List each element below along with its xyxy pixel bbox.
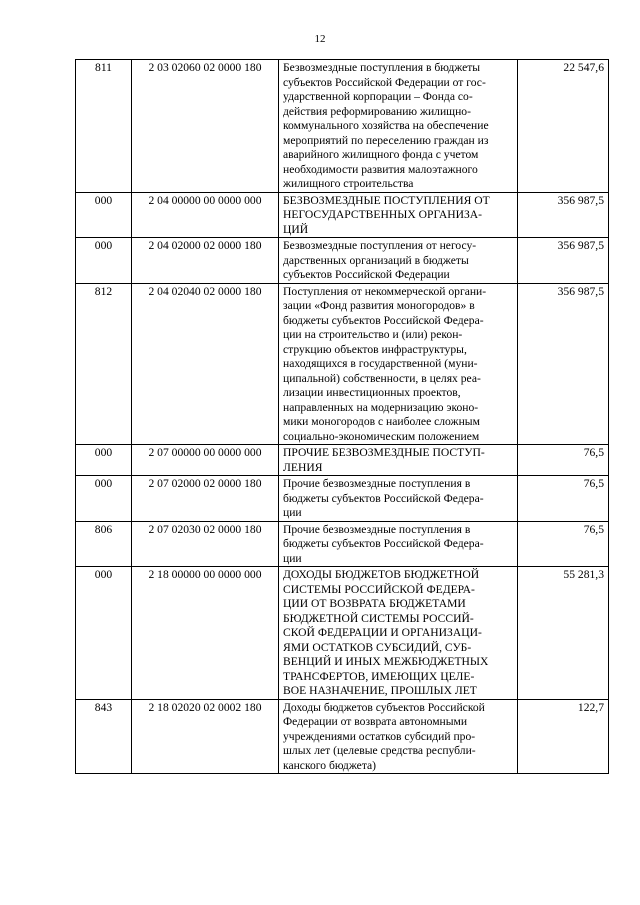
revenue-name-cell xyxy=(279,476,518,522)
revenue-name-line: бюджеты субъектов Российской Федера- xyxy=(283,537,484,550)
admin-code-cell: 811 xyxy=(76,60,132,193)
revenue-name-line: канского бюджета) xyxy=(283,758,377,772)
revenue-name-line: дарственных организаций в бюджеты xyxy=(283,253,469,267)
revenue-name-line: лизации инвестиционных проектов, xyxy=(283,386,461,399)
classification-code-cell: 2 03 02060 02 0000 180 xyxy=(132,60,279,193)
revenue-name-line: ции на строительство и (или) рекон- xyxy=(283,328,463,341)
revenue-name-line: ЦИЙ xyxy=(283,222,309,236)
amount-cell: 55 281,3 xyxy=(518,567,609,700)
classification-code-cell: 2 04 02000 02 0000 180 xyxy=(132,238,279,284)
revenue-name-line: струкцию объектов инфраструктуры, xyxy=(283,342,467,356)
revenue-name-line: ПРОЧИЕ БЕЗВОЗМЕЗДНЫЕ ПОСТУП- xyxy=(283,446,485,459)
revenue-name-line: бюджеты субъектов Российской Федера- xyxy=(283,313,484,327)
revenue-name-line: Доходы бюджетов субъектов Российской xyxy=(283,700,485,714)
revenue-name-line: учреждениями остатков субсидий про- xyxy=(283,729,476,743)
classification-code-cell: 2 18 00000 00 0000 000 xyxy=(132,567,279,700)
revenue-name-line: Прочие безвозмездные поступления в xyxy=(283,522,471,536)
admin-code-cell: 000 xyxy=(76,567,132,700)
revenue-name-line: ударственной корпорации – Фонда со- xyxy=(283,90,473,103)
classification-code-cell: 2 04 00000 00 0000 000 xyxy=(132,192,279,238)
revenue-name-line: ции xyxy=(283,506,302,519)
revenue-name-line: зации «Фонд развития моногородов» в xyxy=(283,299,475,312)
revenue-name-line: ЛЕНИЯ xyxy=(283,460,323,474)
admin-code-cell: 812 xyxy=(76,283,132,445)
revenue-name-line: Безвозмездные поступления от негосу- xyxy=(283,239,477,252)
revenue-name-cell xyxy=(279,567,518,700)
classification-code-cell: 2 04 02040 02 0000 180 xyxy=(132,283,279,445)
revenue-name-line: бюджеты субъектов Российской Федера- xyxy=(283,491,484,505)
revenue-name-cell xyxy=(279,283,518,445)
amount-cell: 356 987,5 xyxy=(518,238,609,284)
revenue-name-line: ДОХОДЫ БЮДЖЕТОВ БЮДЖЕТНОЙ xyxy=(283,568,480,581)
table-row xyxy=(76,699,609,774)
classification-code-cell: 2 18 02020 02 0002 180 xyxy=(132,699,279,774)
revenue-name-cell xyxy=(279,521,518,567)
budget-revenue-table xyxy=(75,59,609,774)
revenue-name-line: субъектов Российской Федерации xyxy=(283,268,450,281)
revenue-name-line: мероприятий по переселению граждан из xyxy=(283,133,489,147)
admin-code-cell: 000 xyxy=(76,476,132,522)
table-row xyxy=(76,445,609,476)
revenue-name-line: ЦИИ ОТ ВОЗВРАТА БЮДЖЕТАМИ xyxy=(283,597,466,610)
revenue-name-line: Безвозмездные поступления в бюджеты xyxy=(283,61,481,74)
table-body xyxy=(76,60,609,774)
revenue-name-line: необходимости развития малоэтажного xyxy=(283,162,478,176)
admin-code-cell: 843 xyxy=(76,699,132,774)
revenue-name-line: направленных на модернизацию эконо- xyxy=(283,400,479,414)
table-row xyxy=(76,521,609,567)
table-row xyxy=(76,192,609,238)
revenue-name-cell xyxy=(279,699,518,774)
revenue-name-line: Прочие безвозмездные поступления в xyxy=(283,477,471,490)
amount-cell: 356 987,5 xyxy=(518,192,609,238)
revenue-name-line: жилищного строительства xyxy=(283,177,414,190)
revenue-name-line: аварийного жилищного фонда с учетом xyxy=(283,148,479,161)
table-row xyxy=(76,567,609,700)
revenue-name-cell xyxy=(279,445,518,476)
page-number: 12 xyxy=(314,33,326,45)
table-row xyxy=(76,60,609,193)
revenue-name-line: СКОЙ ФЕДЕРАЦИИ И ОРГАНИЗАЦИ- xyxy=(283,626,482,639)
amount-cell: 122,7 xyxy=(518,699,609,774)
revenue-name-line: Федерации от возврата автономными xyxy=(283,715,468,728)
classification-code-cell: 2 07 00000 00 0000 000 xyxy=(132,445,279,476)
amount-cell: 356 987,5 xyxy=(518,283,609,445)
revenue-name-line: находящихся в государственной (муни- xyxy=(283,357,478,370)
admin-code-cell: 000 xyxy=(76,192,132,238)
revenue-name-line: ВЕНЦИЙ И ИНЫХ МЕЖБЮДЖЕТНЫХ xyxy=(283,655,489,668)
revenue-name-line: ВОЕ НАЗНАЧЕНИЕ, ПРОШЛЫХ ЛЕТ xyxy=(283,684,477,697)
amount-cell: 22 547,6 xyxy=(518,60,609,193)
revenue-name-line: СИСТЕМЫ РОССИЙСКОЙ ФЕДЕРА- xyxy=(283,582,475,596)
revenue-name-cell xyxy=(279,192,518,238)
amount-cell: 76,5 xyxy=(518,521,609,567)
revenue-name-line: НЕГОСУДАРСТВЕННЫХ ОРГАНИЗА- xyxy=(283,208,483,221)
amount-cell: 76,5 xyxy=(518,445,609,476)
revenue-name-line: шлых лет (целевые средства республи- xyxy=(283,744,476,757)
revenue-name-line: ципальной) собственности, в целях реа- xyxy=(283,371,481,385)
revenue-name-cell xyxy=(279,238,518,284)
revenue-name-line: ции xyxy=(283,551,302,565)
table-row xyxy=(76,476,609,522)
revenue-name-line: БЕЗВОЗМЕЗДНЫЕ ПОСТУПЛЕНИЯ ОТ xyxy=(283,193,490,207)
revenue-name-line: мики моногородов с наиболее сложным xyxy=(283,415,480,428)
revenue-name-line: субъектов Российской Федерации от гос- xyxy=(283,75,486,89)
revenue-name-line: ТРАНСФЕРТОВ, ИМЕЮЩИХ ЦЕЛЕ- xyxy=(283,669,475,683)
table-row xyxy=(76,283,609,445)
admin-code-cell: 000 xyxy=(76,238,132,284)
admin-code-cell: 806 xyxy=(76,521,132,567)
classification-code-cell: 2 07 02030 02 0000 180 xyxy=(132,521,279,567)
table-row xyxy=(76,238,609,284)
amount-cell: 76,5 xyxy=(518,476,609,522)
revenue-name-line: ЯМИ ОСТАТКОВ СУБСИДИЙ, СУБ- xyxy=(283,640,472,654)
revenue-name-line: коммунального хозяйства на обеспечение xyxy=(283,119,489,132)
classification-code-cell: 2 07 02000 02 0000 180 xyxy=(132,476,279,522)
revenue-name-line: БЮДЖЕТНОЙ СИСТЕМЫ РОССИЙ- xyxy=(283,611,474,625)
revenue-name-line: действия реформированию жилищно- xyxy=(283,104,471,118)
admin-code-cell: 000 xyxy=(76,445,132,476)
revenue-name-line: социально-экономическим положением xyxy=(283,429,480,443)
revenue-name-line: Поступления от некоммерческой органи- xyxy=(283,284,487,298)
revenue-name-cell xyxy=(279,60,518,193)
